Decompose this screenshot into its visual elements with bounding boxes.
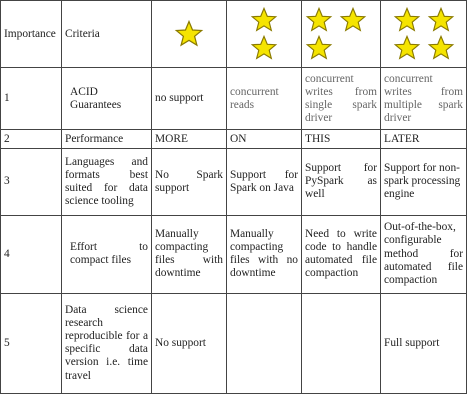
rating-cell: Support for Spark on Java — [227, 149, 302, 215]
rating-cell: ON — [227, 130, 302, 149]
rating-cell: MORE — [152, 130, 227, 149]
importance-cell: 3 — [1, 149, 62, 215]
rating-cell: Support for non-spark processing engine — [381, 149, 467, 215]
star-rating-2 — [230, 2, 298, 66]
rating-cell — [302, 293, 381, 393]
rating-cell — [227, 293, 302, 393]
table-row — [1, 215, 467, 293]
rating-cell: concurrent writes from multiple spark driver — [381, 68, 467, 130]
rating-cell: No support — [152, 293, 227, 393]
criteria-cell: Data science research reproducible for a specific data version i.e. time travel — [62, 293, 152, 393]
star-icon — [427, 7, 455, 33]
header-criteria: Criteria — [62, 1, 152, 68]
table-row — [1, 293, 467, 393]
rating-cell: Out-of-the-box, configurable method for automated file compaction — [381, 215, 467, 293]
table-row — [1, 68, 467, 130]
star-icon — [427, 35, 455, 61]
header-level-4 — [381, 1, 467, 68]
star-icon — [305, 7, 333, 33]
table-row — [1, 130, 467, 149]
importance-cell: 4 — [1, 215, 62, 293]
star-icon — [393, 35, 421, 61]
header-row — [1, 1, 467, 68]
criteria-cell: Languages and formats best suited for data science tooling — [62, 149, 152, 215]
star-icon — [250, 7, 278, 33]
rating-cell: LATER — [381, 130, 467, 149]
header-level-2 — [227, 1, 302, 68]
rating-cell: concurrent writes from single spark driver — [302, 68, 381, 130]
criteria-cell: ACID Guarantees — [62, 68, 152, 130]
rating-cell: Manually compacting files with no downtime — [227, 215, 302, 293]
rating-cell: THIS — [302, 130, 381, 149]
star-rating-1 — [155, 2, 223, 66]
rating-cell: Full support — [381, 293, 467, 393]
importance-cell: 2 — [1, 130, 62, 149]
star-rating-3 — [305, 2, 379, 66]
rating-cell: concurrent reads — [227, 68, 302, 130]
star-rating-4 — [387, 2, 461, 66]
star-icon — [305, 35, 333, 61]
header-level-1 — [152, 1, 227, 68]
importance-cell: 1 — [1, 68, 62, 130]
header-level-3 — [302, 1, 381, 68]
star-icon — [393, 7, 421, 33]
table-row — [1, 149, 467, 215]
criteria-cell: Performance — [62, 130, 152, 149]
rating-cell: No Spark support — [152, 149, 227, 215]
star-icon — [174, 20, 204, 48]
rating-cell: Manually compacting files with downtime — [152, 215, 227, 293]
rating-cell: no support — [152, 68, 227, 130]
importance-cell: 5 — [1, 293, 62, 393]
star-icon — [250, 35, 278, 61]
rating-cell: Need to write code to handle automated file compaction — [302, 215, 381, 293]
star-icon — [339, 7, 367, 33]
criteria-cell: Effort to compact files — [62, 215, 152, 293]
header-importance: Importance — [1, 1, 62, 68]
rating-cell: Support for PySpark as well — [302, 149, 381, 215]
